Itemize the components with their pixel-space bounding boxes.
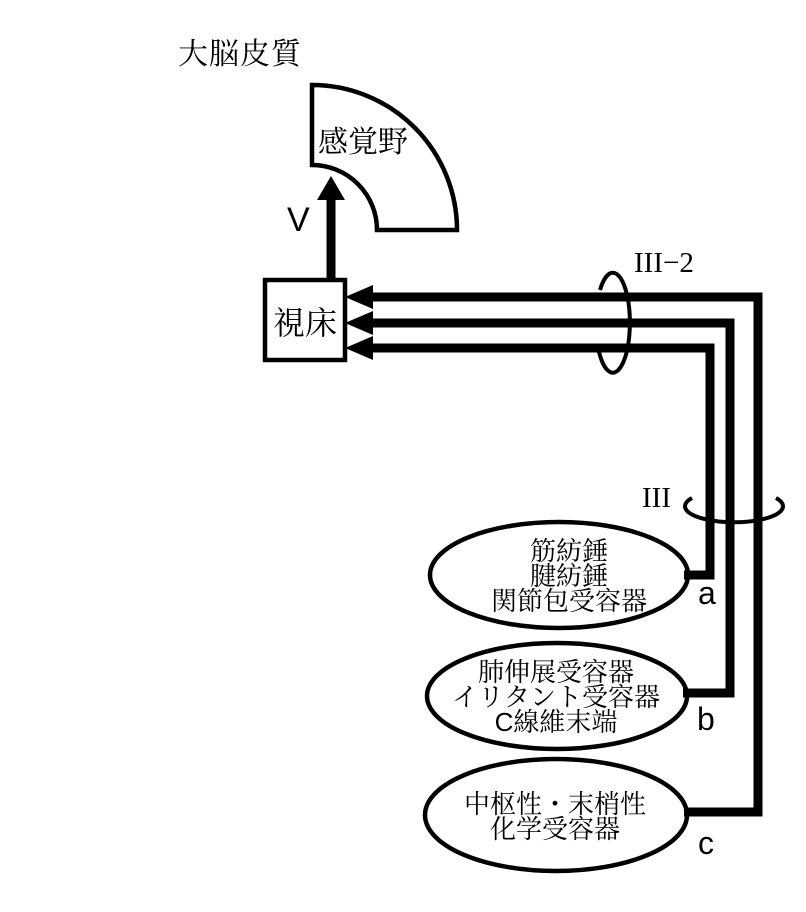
receptor-a-tag: a — [698, 575, 716, 611]
sensory-area-label: 感覚野 — [318, 126, 408, 159]
receptor-a-line2: 腱紡錘 — [529, 561, 609, 591]
fiber-iii2-label: III−2 — [634, 247, 694, 279]
receptor-a-line3: 関節包受容器 — [490, 586, 648, 616]
receptor-b-line3: C線維末端 — [494, 707, 618, 737]
receptor-c-line1: 中枢性・末梢性 — [463, 789, 647, 819]
fiber-v-label: V — [287, 201, 310, 239]
cortex-label: 大脳皮質 — [178, 38, 302, 71]
receptor-c-line2: 化学受容器 — [489, 814, 621, 844]
receptor-b-line2: イリタント受容器 — [451, 682, 661, 712]
receptor-b-tag: b — [697, 701, 715, 737]
receptor-c-tag: c — [698, 825, 714, 861]
fiber-iii-label: III — [642, 482, 671, 514]
receptor-b-line1: 肺伸展受容器 — [477, 657, 635, 687]
thalamus-label: 視床 — [272, 305, 338, 341]
receptor-a-line1: 筋紡錘 — [529, 536, 609, 566]
